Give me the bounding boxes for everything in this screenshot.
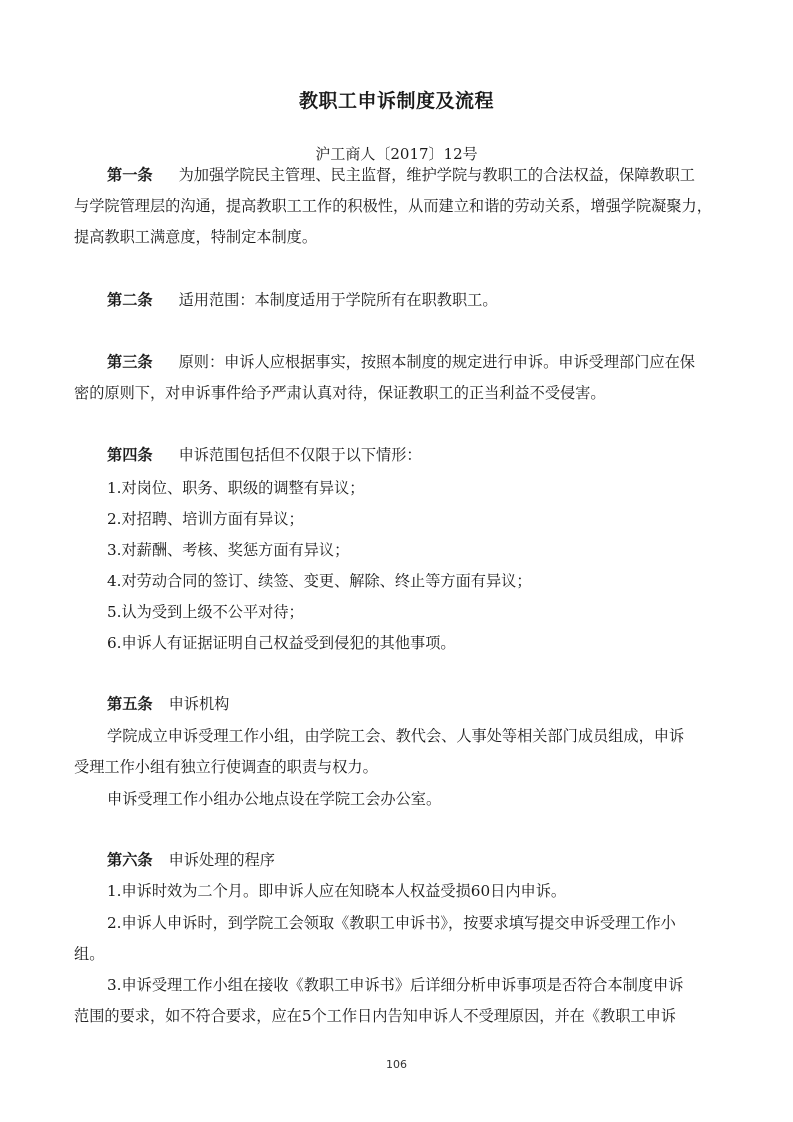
article-1-continuation: 与学院管理层的沟通，提高教职工工作的积极性，从而建立和谐的劳动关系，增强学院凝聚力，提高教职工满意度，特制定本制度。 <box>74 197 712 246</box>
article-2-text: 适用范围：本制度适用于学院所有在职教职工。 <box>178 291 498 309</box>
article-1-text: 为加强学院民主管理、民主监督，维护学院与教职工的合法权益，保障教职工 <box>178 166 695 184</box>
article-5-text: 申诉机构 <box>168 695 230 713</box>
article-4-item-2: 2.对招聘、培训方面有异议； <box>107 510 304 528</box>
article-3-text: 原则：申诉人应根据事实，按照本制度的规定进行申诉。申诉受理部门应在保 <box>178 353 695 371</box>
article-5-para2: 申诉受理工作小组办公地点设在学院工会办公室。 <box>107 790 442 808</box>
article-6-head: 第六条 <box>107 851 153 869</box>
article-4-head: 第四条 <box>107 446 153 464</box>
article-5-head: 第五条 <box>107 695 153 713</box>
article-6-step-3-first: 3.申诉受理工作小组在接收《教职工申诉书》后详细分析申诉事项是否符合本制度申诉 <box>107 976 684 994</box>
article-5-line1 <box>107 689 719 720</box>
article-6-text: 申诉处理的程序 <box>168 851 275 869</box>
article-2-head: 第二条 <box>107 291 153 309</box>
document-number: 沪工商人〔2017〕12号 <box>315 145 478 163</box>
article-6-step-2-first: 2.申诉人申诉时，到学院工会领取《教职工申诉书》，按要求填写提交申诉受理工作小 <box>107 914 676 932</box>
article-6-step-2-rest: 组。 <box>74 945 105 963</box>
article-6-step-3-rest: 范围的要求，如不符合要求，应在5个工作日内告知申诉人不受理原因，并在《教职工申诉 <box>74 1007 676 1025</box>
article-4-item-4: 4.对劳动合同的签订、续签、变更、解除、终止等方面有异议； <box>107 572 532 590</box>
article-3-line1 <box>107 347 719 378</box>
article-3-continuation: 密的原则下，对申诉事件给予严肃认真对待，保证教职工的正当利益不受侵害。 <box>74 384 606 402</box>
article-5-para1-first: 学院成立申诉受理工作小组，由学院工会、教代会、人事处等相关部门成员组成，申诉 <box>107 727 685 745</box>
article-5-para1-rest: 受理工作小组有独立行使调查的职责与权力。 <box>74 758 378 776</box>
article-4-item-5: 5.认为受到上级不公平对待； <box>107 603 304 621</box>
article-6-step-1: 1.申诉时效为二个月。即申诉人应在知晓本人权益受损60日内申诉。 <box>107 882 567 900</box>
article-4-text: 申诉范围包括但不仅限于以下情形： <box>178 446 422 464</box>
document-title: 教职工申诉制度及流程 <box>298 90 494 112</box>
article-4-item-6: 6.申诉人有证据证明自己权益受到侵犯的其他事项。 <box>107 634 456 652</box>
article-1-head: 第一条 <box>107 166 153 184</box>
page-number: 106 <box>386 1058 407 1071</box>
article-4-line1 <box>107 440 719 471</box>
article-1-line1 <box>107 160 719 191</box>
article-3-head: 第三条 <box>107 353 153 371</box>
article-6-line1 <box>107 845 719 876</box>
article-4-item-3: 3.对薪酬、考核、奖惩方面有异议； <box>107 541 350 559</box>
article-2 <box>107 285 719 316</box>
article-4-item-1: 1.对岗位、职务、职级的调整有异议； <box>107 479 365 497</box>
